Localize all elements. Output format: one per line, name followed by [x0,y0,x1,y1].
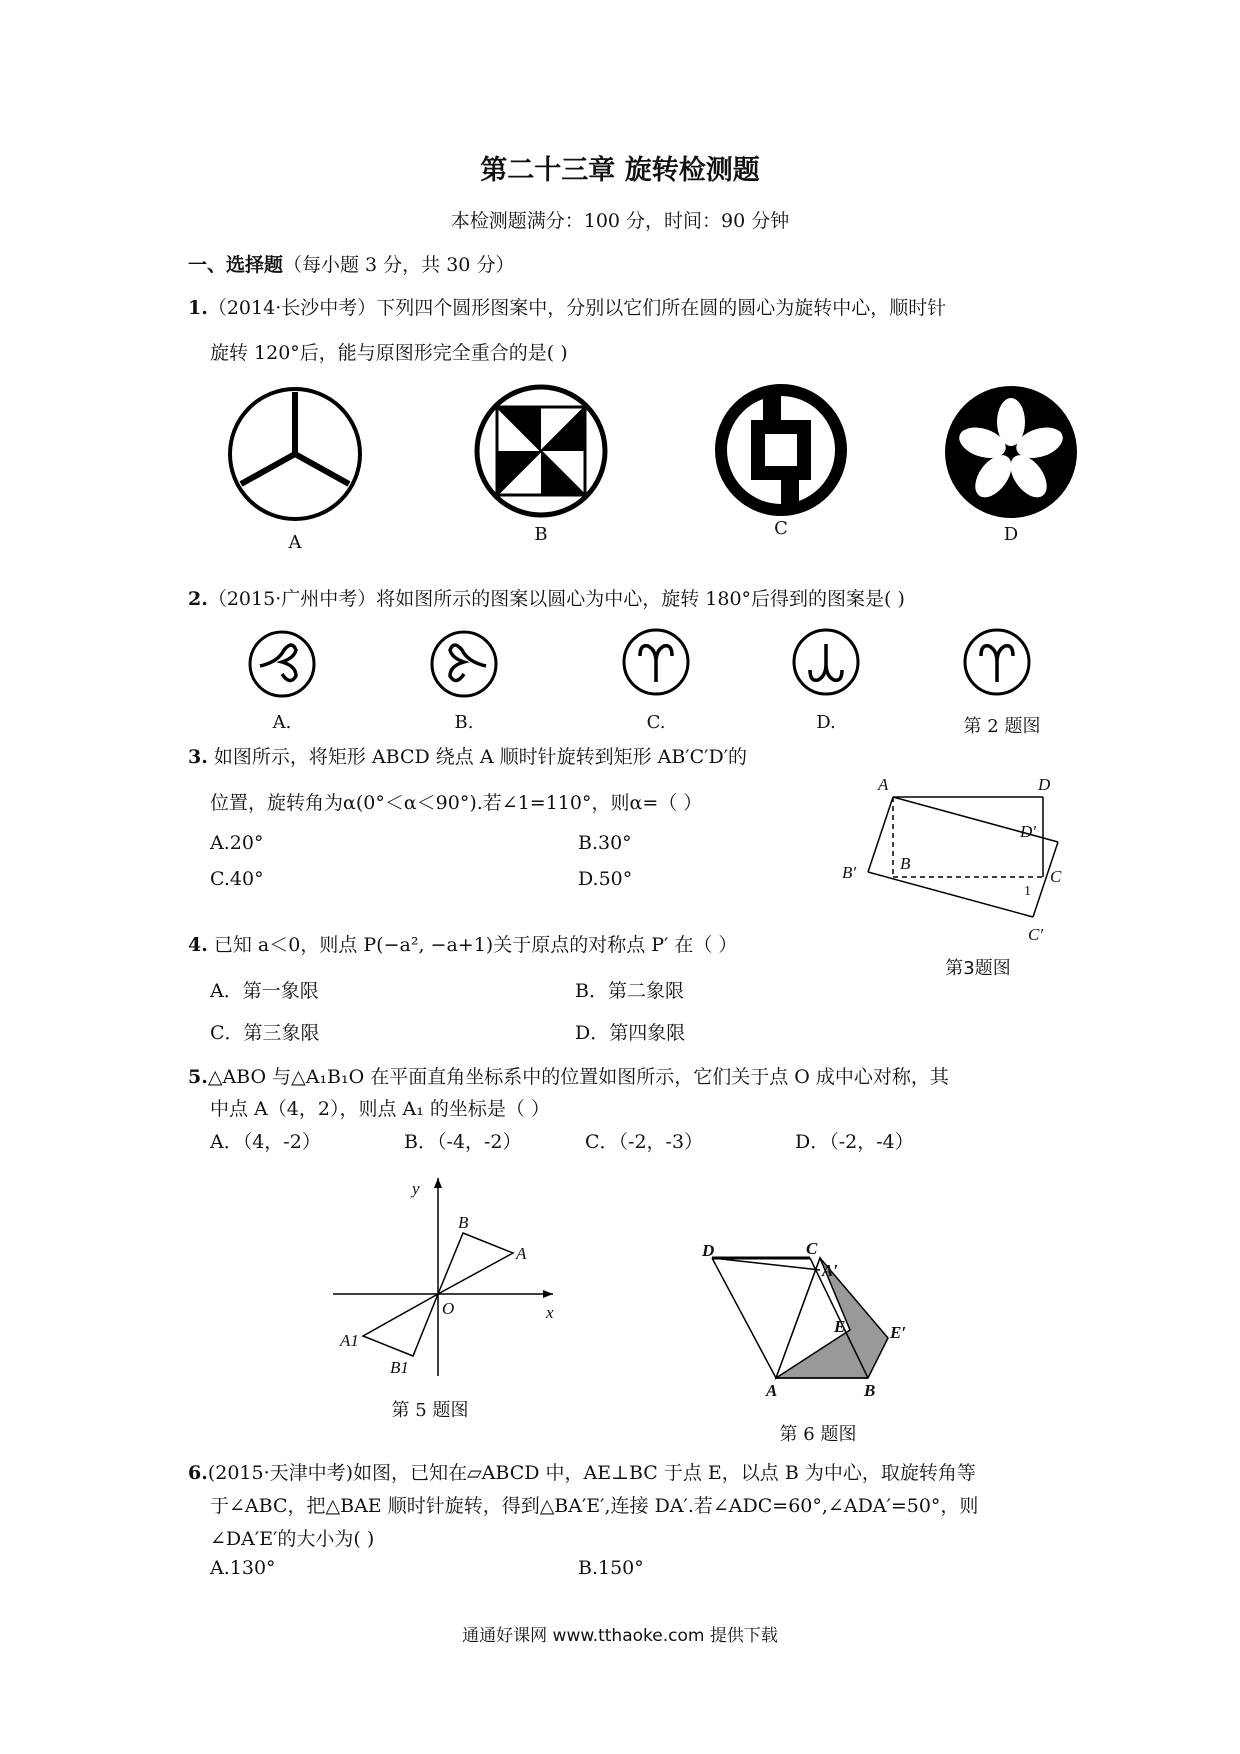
q6-label-a: A [766,1381,778,1398]
q1-label-d: D [1003,524,1019,545]
q1-line1 [188,293,946,320]
q2-figure-reference [961,626,1033,698]
q6-label-b: B [864,1381,876,1398]
q3-label-a: A [878,775,889,794]
q5-option-b: B．（-4，-2） [404,1131,522,1153]
q6-option-b: B.150° [578,1557,644,1579]
q1-figure-d [941,382,1081,522]
q4-line1 [188,930,737,957]
q5-label-b: B [458,1213,469,1232]
q6-text1: (2015·天津中考)如图，已知在▱ABCD 中，AE⊥BC 于点 E，以点 B 为中心，取旋转角等 [207,1462,976,1484]
q1-label-c: C [774,518,788,539]
q3-label-angle1: 1 [1024,884,1031,899]
q5-label-b1: B1 [390,1358,409,1377]
q3-text1: 如图所示，将矩形 ABCD 绕点 A 顺时针旋转到矩形 AB′C′D′的 [213,746,748,768]
q3-label-c: C [1050,867,1062,886]
q6-fig-caption: 第 6 题图 [779,1424,857,1445]
q5-label-a1: A1 [340,1331,359,1350]
section-note: （每小题 3 分，共 30 分） [283,254,515,276]
q2-figure-d [790,626,862,698]
q1-text1: （2014·长沙中考）下列四个圆形图案中，分别以它们所在圆的圆心为旋转中心，顺时针 [207,297,947,319]
q3-option-d: D.50° [578,868,633,890]
q3-line2: 位置，旋转角为α(0°＜α＜90°).若∠1=110°，则α=（ ） [210,792,703,814]
q1-figure-a [225,384,365,524]
q3-number: 3. [188,746,208,768]
section-heading [188,250,514,277]
q3-fig-caption: 第3题图 [945,958,1011,979]
q1-label-b: B [534,524,548,545]
q6-number: 6. [188,1462,208,1484]
section-title: 一、选择题 [188,254,284,276]
q2-label-b: B. [454,712,474,733]
q6-label-c: C [806,1239,818,1258]
q2-figure-c [620,626,692,698]
q1-label-a: A [288,532,302,553]
page-subtitle: 本检测题满分：100 分，时间：90 分钟 [450,210,790,232]
q6-line2: 于∠ABC，把△BAE 顺时针旋转，得到△BA′E′,连接 DA′.若∠ADC=60°,∠ADA′=50°，则 [210,1495,979,1517]
q2-line1 [188,584,905,611]
q2-label-c: C. [646,712,666,733]
q6-line1 [188,1458,976,1485]
q6-label-d: D [702,1241,715,1260]
q5-label-a: A [516,1244,527,1263]
q3-label-bprime: B′ [842,863,857,882]
page-footer: 通通好课网 www.tthaoke.com 提供下载 [462,1626,778,1646]
q3-option-b: B.30° [578,832,632,854]
q6-option-a: A.130° [210,1557,276,1579]
q5-line1 [188,1062,949,1089]
q4-option-b: B．第二象限 [575,980,684,1002]
q5-option-a: A．（4，-2） [210,1131,321,1153]
q1-number: 1. [188,297,208,319]
q2-figure-b [428,628,500,700]
q3-option-a: A.20° [210,832,264,854]
q4-number: 4. [188,934,208,956]
q5-text1: △ABO 与△A₁B₁O 在平面直角坐标系中的位置如图所示，它们关于点 O 成中心对称，其 [207,1066,949,1088]
q2-label-a: A. [272,712,292,733]
q5-line2: 中点 A（4，2），则点 A₁ 的坐标是（ ） [210,1098,550,1120]
q3-option-c: C.40° [210,868,264,890]
q1-figure-c [711,380,851,520]
q6-label-e: E [834,1317,846,1336]
q5-option-c: C．（-2，-3） [585,1131,704,1153]
q2-label-d: D. [816,712,836,733]
q3-label-d: D [1038,775,1051,794]
q2-fig-caption: 第 2 题图 [963,716,1041,737]
q6-figure [690,1238,920,1398]
q5-number: 5. [188,1066,208,1088]
q4-option-c: C．第三象限 [210,1022,320,1044]
q3-label-cprime: C′ [1028,925,1044,944]
q4-option-a: A．第一象限 [210,980,319,1002]
q3-label-b: B [900,854,911,873]
q4-option-d: D．第四象限 [575,1022,686,1044]
q6-label-eprime: E′ [890,1323,907,1342]
q5-label-x: x [546,1303,554,1322]
page-title: 第二十三章 旋转检测题 [480,155,760,186]
q3-line1 [188,742,747,769]
q3-label-dprime: D′ [1020,822,1036,841]
q5-fig-caption: 第 5 题图 [391,1400,469,1421]
q2-text1: （2015·广州中考）将如图所示的图案以圆心为中心，旋转 180°后得到的图案是( ) [207,588,905,610]
q5-option-d: D．（-2，-4） [795,1131,914,1153]
q6-line3: ∠DA′E′的大小为( ) [210,1528,375,1550]
q4-stem: 已知 a＜0，则点 P(−a², −a+1)关于原点的对称点 P′ 在（ ） [213,934,738,956]
q2-figure-a [246,628,318,700]
q1-line2: 旋转 120°后，能与原图形完全重合的是( ) [210,342,568,364]
q5-figure [328,1166,568,1386]
q5-label-o: O [442,1299,455,1318]
q3-figure [838,772,1068,952]
q1-figure-b [471,381,611,521]
q5-label-y: y [412,1179,420,1198]
q6-label-aprime: A′ [822,1261,839,1280]
q2-number: 2. [188,588,208,610]
